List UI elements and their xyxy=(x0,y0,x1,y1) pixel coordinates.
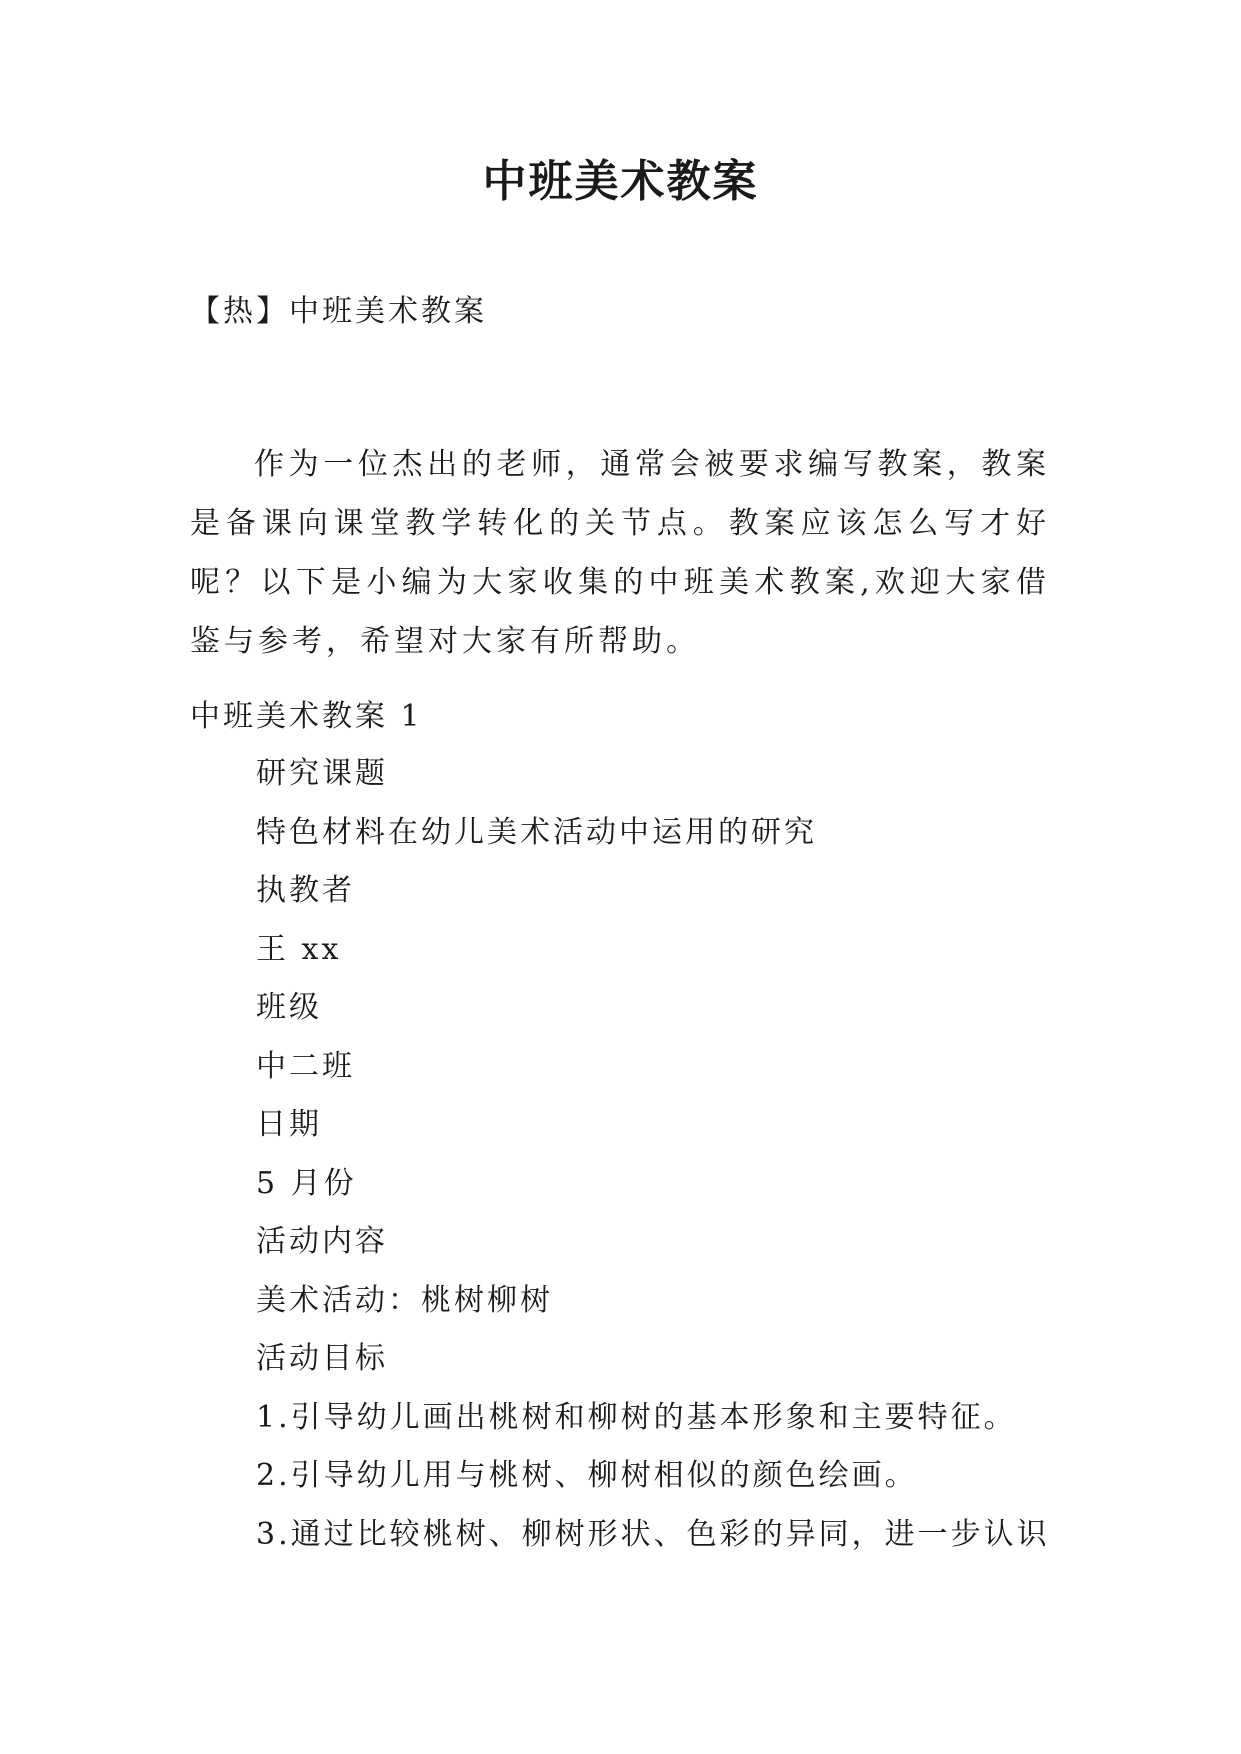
lesson-line-goal-1: 1.引导幼儿画出桃树和柳树的基本形象和主要特征。 xyxy=(256,1399,1017,1435)
lesson-line-goal-2: 2.引导幼儿用与桃树、柳树相似的颜色绘画。 xyxy=(256,1458,918,1493)
section-heading: 中班美术教案 1 xyxy=(190,699,423,734)
lesson-line-content: 美术活动：桃树柳树 xyxy=(256,1282,553,1318)
document-title: 中班美术教案 xyxy=(482,156,759,207)
lesson-line-class-label: 班级 xyxy=(256,990,322,1025)
document-subtitle: 【热】中班美术教案 xyxy=(190,294,487,329)
lesson-line-teacher: 王 xx xyxy=(256,931,342,967)
lesson-line-research-topic: 特色材料在幼儿美术活动中运用的研究 xyxy=(256,814,817,850)
lesson-line-teacher-label: 执教者 xyxy=(256,873,355,908)
lesson-line-class: 中二班 xyxy=(256,1048,355,1084)
lesson-line-goal-3: 3.通过比较桃树、柳树形状、色彩的异同，进一步认识 xyxy=(256,1516,1050,1552)
lesson-line-date: 5 月份 xyxy=(256,1165,357,1201)
intro-paragraph: 作为一位杰出的老师，通常会被要求编写教案，教案是备课向课堂教学转化的关节点。教案应该怎么写才好呢？以下是小编为大家收集的中班美术教案,欢迎大家借鉴与参考，希望对大家有所帮助。 xyxy=(190,447,1050,659)
lesson-plan-lines xyxy=(256,752,1056,1571)
lesson-line-date-label: 日期 xyxy=(256,1107,322,1142)
lesson-line-research-topic-label: 研究课题 xyxy=(256,756,388,791)
lesson-line-goals-label: 活动目标 xyxy=(256,1341,388,1376)
lesson-line-content-label: 活动内容 xyxy=(256,1224,388,1259)
